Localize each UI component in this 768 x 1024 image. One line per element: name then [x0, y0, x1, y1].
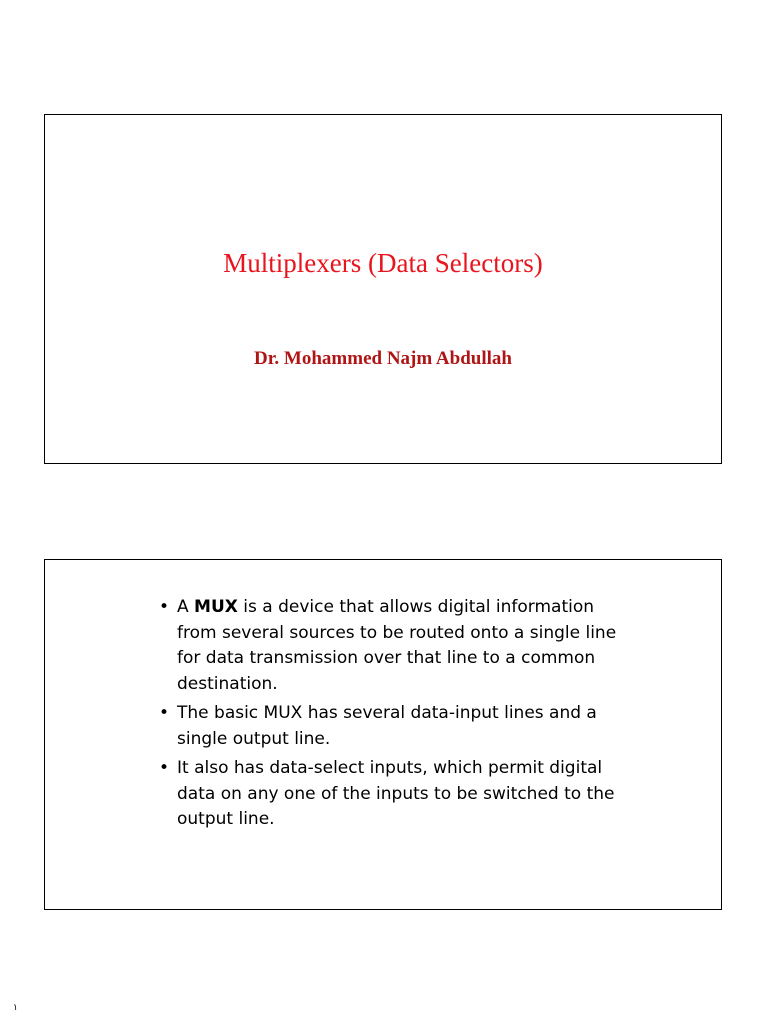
bullet-text-suffix: is a device that allows digital information from several sources to be routed onto a single line for data transmission over that line to a common destination. — [177, 597, 617, 694]
bullet-bold-term: MUX — [194, 597, 238, 617]
bullet-icon: • — [159, 758, 170, 778]
bullet-item-input-lines — [159, 701, 629, 752]
bullet-text: The basic MUX has several data-input lines and a single output line. — [177, 703, 597, 749]
slide-author: Dr. Mohammed Najm Abdullah — [254, 348, 512, 369]
bullet-list — [159, 595, 629, 837]
title-slide — [44, 114, 722, 464]
bullet-text: It also has data-select inputs, which permit digital data on any one of the inputs to be switched to the output line. — [177, 758, 615, 829]
bullet-icon: • — [159, 597, 170, 617]
bullet-text-prefix: A — [177, 597, 195, 617]
content-slide — [44, 559, 722, 910]
page-number-marker: ١ — [13, 1003, 18, 1013]
slide-title: Multiplexers (Data Selectors) — [223, 248, 543, 278]
bullet-item-data-select — [159, 756, 629, 833]
bullet-item-mux-definition — [159, 595, 629, 697]
bullet-icon: • — [159, 703, 170, 723]
